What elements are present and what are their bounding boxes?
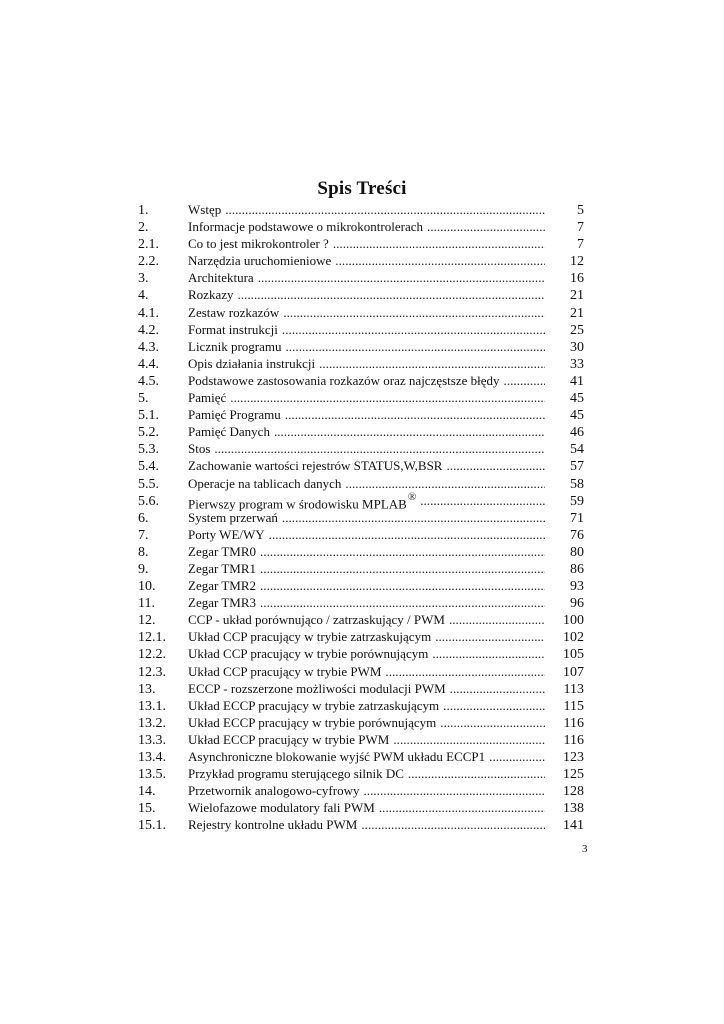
toc-entry-line [188, 731, 545, 748]
toc-entry [138, 645, 584, 662]
toc-entry-page: 141 [563, 818, 584, 834]
dot-leader [256, 543, 545, 560]
toc-entry [138, 628, 584, 645]
toc-entry-line [188, 645, 545, 662]
toc-entry [138, 748, 584, 765]
toc-entry-title-text: Rejestry kontrolne układu PWM [188, 817, 358, 833]
toc-entry-page: 7 [577, 220, 584, 236]
toc-entry-page: 107 [563, 664, 584, 680]
toc-entry-number: 1. [138, 203, 149, 218]
toc-entry-title-text: Asynchroniczne blokowanie wyjść PWM układu ECCP1 [188, 749, 486, 764]
toc-entry-page: 5 [577, 203, 584, 218]
toc-entry-title [188, 731, 389, 748]
dot-leader [282, 338, 546, 355]
toc-entry-title-text: System przerwań [188, 509, 278, 525]
toc-entry-page: 116 [563, 715, 584, 731]
toc-entry [138, 457, 584, 474]
toc-entry-title [188, 748, 485, 765]
toc-entry-title-text: Układ CCP pracujący w trybie porównującym [188, 646, 429, 662]
toc-entry-page: 93 [570, 579, 584, 595]
toc-entry-line [188, 577, 545, 594]
dot-leader [446, 680, 545, 697]
toc-entry [138, 680, 584, 697]
toc-entry-number: 5. [138, 391, 149, 407]
toc-entry-page: 57 [570, 459, 584, 475]
toc-entry-title-text: Stos [188, 441, 211, 457]
toc-entry-line [188, 338, 545, 355]
toc-entry-number: 2.1. [138, 237, 159, 253]
toc-entry-title-text: Układ CCP pracujący w trybie zatrzaskującym [188, 629, 432, 645]
toc-entry [138, 714, 584, 731]
toc-entry-title-text: Porty WE/WY [188, 526, 265, 542]
toc-entry-title [188, 201, 221, 218]
dot-leader [485, 748, 545, 765]
toc-entry-number: 4.2. [138, 322, 159, 338]
toc-entry [138, 475, 584, 492]
toc-entry-number: 2.2. [138, 254, 159, 270]
toc-entry-title [188, 628, 431, 645]
toc-entry-line [188, 269, 545, 286]
toc-entry-title-text: Układ ECCP pracujący w trybie PWM [188, 731, 390, 747]
toc-entry-title [188, 252, 331, 269]
toc-entry-number: 5.5. [138, 476, 159, 492]
toc-entry-title [188, 526, 265, 543]
dot-leader [281, 406, 545, 423]
toc-entry [138, 355, 584, 372]
toc-entry-title [188, 406, 281, 423]
dot-leader [341, 475, 545, 492]
toc-entry-number: 5.6. [138, 493, 159, 509]
toc-entry-title-text: Układ CCP pracujący w trybie PWM [188, 663, 382, 679]
toc-entry-title-text: ECCP - rozszerzone możliwości modulacji PWM [188, 680, 446, 696]
dot-leader [445, 611, 545, 628]
toc-entry [138, 218, 584, 235]
toc-entry [138, 201, 584, 218]
toc-entry-page: 41 [570, 373, 584, 389]
toc-entry-number: 2. [138, 220, 149, 236]
toc-entry-title-text: Przetwornik analogowo-cyfrowy [188, 783, 360, 799]
dot-leader [423, 218, 545, 235]
toc-entry-title [188, 235, 329, 252]
toc-entry-number: 13. [138, 681, 156, 697]
toc-entry [138, 406, 584, 423]
toc-entry [138, 321, 584, 338]
toc-entry-line [188, 594, 545, 611]
toc-entry-page: 45 [570, 408, 584, 424]
dot-leader [428, 645, 545, 662]
toc-entry [138, 526, 584, 543]
toc-entry [138, 269, 584, 286]
dot-leader [436, 714, 545, 731]
registered-trademark-symbol: ® [407, 491, 417, 503]
toc-entry [138, 594, 584, 611]
toc-entry-title-text: CCP - układ porównująco / zatrzaskujący / PWM [188, 612, 445, 628]
toc-entry-number: 15.1. [138, 818, 166, 834]
toc-entry-line [188, 355, 545, 372]
toc-entry [138, 765, 584, 782]
dot-leader [256, 594, 545, 611]
toc-entry [138, 611, 584, 628]
toc-entry [138, 304, 584, 321]
toc-entry-line [188, 628, 545, 645]
toc-entry-page: 71 [570, 510, 584, 526]
toc-entry-page: 102 [563, 630, 584, 646]
toc-entry-number: 12.1. [138, 630, 166, 646]
toc-entry-page: 86 [570, 561, 584, 577]
toc-entry-title-text: Podstawowe zastosowania rozkazów oraz najczęstsze błędy [188, 372, 500, 388]
toc-entry-number: 11. [138, 596, 155, 612]
toc-entry-page: 21 [570, 288, 584, 304]
toc-entry-title-text: Wstęp [188, 202, 222, 217]
toc-entry-number: 4. [138, 288, 149, 304]
dot-leader [389, 731, 545, 748]
dot-leader [500, 372, 545, 389]
toc-entry-title-text: Narzędzia uruchomieniowe [188, 253, 332, 269]
toc-entry-number: 5.1. [138, 408, 159, 424]
toc-entry-title [188, 389, 226, 406]
toc-entry [138, 389, 584, 406]
toc-entry-title [188, 269, 254, 286]
dot-leader [442, 457, 545, 474]
toc-entry-title-text: Format instrukcji [188, 321, 278, 337]
toc-entry [138, 816, 584, 833]
toc-entry [138, 286, 584, 303]
table-of-contents [138, 201, 584, 833]
dot-leader [233, 286, 545, 303]
toc-entry-title-text: Zegar TMR1 [188, 560, 256, 576]
toc-entry-title-text: Architektura [188, 270, 254, 286]
dot-leader [270, 423, 545, 440]
toc-entry-line [188, 475, 545, 492]
toc-entry-page: 7 [577, 237, 584, 253]
toc-entry-number: 13.5. [138, 767, 166, 783]
toc-entry-title [188, 816, 357, 833]
toc-entry-line [188, 457, 545, 474]
toc-entry-page: 30 [570, 339, 584, 355]
toc-entry-title-text: Zestaw rozkazów [188, 304, 280, 320]
toc-entry-page: 59 [570, 493, 584, 509]
toc-entry-page: 33 [570, 356, 584, 372]
toc-entry-line [188, 765, 545, 782]
dot-leader [226, 389, 545, 406]
toc-entry-number: 14. [138, 784, 156, 800]
toc-entry-line [188, 509, 545, 526]
toc-entry-page: 80 [570, 544, 584, 560]
dot-leader [254, 269, 545, 286]
toc-entry [138, 235, 584, 252]
toc-entry-number: 4.1. [138, 305, 159, 321]
dot-leader [221, 201, 545, 218]
toc-entry-line [188, 218, 545, 235]
toc-entry-number: 4.3. [138, 339, 159, 355]
dot-leader [329, 235, 545, 252]
toc-entry-title-text: Zegar TMR0 [188, 543, 256, 559]
toc-entry-title [188, 338, 282, 355]
toc-entry-title-text: Co to jest mikrokontroler ? [188, 236, 329, 252]
toc-entry-line [188, 252, 545, 269]
toc-entry-title-text: Opis działania instrukcji [188, 355, 316, 371]
toc-entry-title [188, 594, 256, 611]
toc-entry-line [188, 748, 545, 765]
dot-leader [279, 304, 545, 321]
toc-entry-number: 12.2. [138, 647, 166, 663]
toc-entry-title-text: Pamięć Programu [188, 407, 281, 423]
dot-leader [265, 526, 545, 543]
toc-entry-page: 138 [563, 801, 584, 817]
toc-entry-title [188, 645, 428, 662]
toc-entry-number: 4.4. [138, 356, 159, 372]
toc-entry-page: 25 [570, 322, 584, 338]
toc-entry-title [188, 799, 375, 816]
dot-leader [256, 560, 545, 577]
toc-entry-title [188, 714, 436, 731]
toc-entry-number: 7. [138, 527, 149, 543]
toc-entry-page: 12 [570, 254, 584, 270]
toc-entry-title-text: Rozkazy [188, 287, 234, 303]
toc-entry-page: 21 [570, 305, 584, 321]
toc-entry-number: 13.2. [138, 715, 166, 731]
toc-entry [138, 560, 584, 577]
toc-entry-page: 96 [570, 596, 584, 612]
toc-entry-line [188, 526, 545, 543]
dot-leader [381, 663, 545, 680]
dot-leader [431, 628, 545, 645]
toc-entry [138, 372, 584, 389]
toc-entry-title-text: Licznik programu [188, 338, 282, 354]
dot-leader [278, 321, 545, 338]
toc-entry-title [188, 423, 270, 440]
toc-entry [138, 799, 584, 816]
toc-entry-title [188, 372, 500, 389]
toc-entry-number: 15. [138, 801, 156, 817]
toc-entry-number: 3. [138, 271, 149, 287]
toc-entry-page: 76 [570, 527, 584, 543]
dot-leader [359, 782, 545, 799]
toc-entry-page: 125 [563, 767, 584, 783]
toc-entry-line [188, 816, 545, 833]
toc-entry-title-text: Układ ECCP pracujący w trybie zatrzaskującym [188, 697, 440, 713]
toc-entry-page: 116 [563, 732, 584, 748]
toc-entry-page: 45 [570, 391, 584, 407]
toc-entry [138, 731, 584, 748]
toc-entry-page: 58 [570, 476, 584, 492]
toc-entry-line [188, 304, 545, 321]
toc-entry-title [188, 457, 442, 474]
toc-entry-line [188, 235, 545, 252]
toc-entry-page: 123 [563, 750, 584, 765]
toc-entry-line [188, 286, 545, 303]
toc-entry-title [188, 577, 256, 594]
toc-entry [138, 663, 584, 680]
toc-entry-title-text: Wielofazowe modulatory fali PWM [188, 800, 375, 816]
dot-leader [404, 765, 545, 782]
toc-entry-title [188, 765, 404, 782]
toc-entry-title [188, 475, 341, 492]
page-title: Spis Treści [317, 178, 407, 199]
toc-entry [138, 252, 584, 269]
toc-entry-line [188, 423, 545, 440]
toc-entry-title [188, 560, 256, 577]
toc-entry-line [188, 697, 545, 714]
page-number: 3 [582, 843, 588, 855]
toc-entry-title [188, 611, 445, 628]
toc-entry-line [188, 714, 545, 731]
toc-entry-title-text: Informacje podstawowe o mikrokontrolerach [188, 219, 424, 235]
toc-entry [138, 509, 584, 526]
toc-entry-title [188, 286, 233, 303]
toc-entry-title-text: Zachowanie wartości rejestrów STATUS,W,BSR [188, 458, 443, 474]
toc-entry-number: 13.4. [138, 750, 166, 765]
toc-entry-page: 46 [570, 425, 584, 441]
toc-entry-title [188, 543, 256, 560]
toc-entry-title [188, 440, 210, 457]
toc-entry-page: 128 [563, 784, 584, 800]
toc-entry-line [188, 611, 545, 628]
toc-entry-number: 6. [138, 510, 149, 526]
toc-entry-number: 10. [138, 579, 156, 595]
toc-entry-line [188, 389, 545, 406]
toc-entry-title [188, 782, 359, 799]
toc-entry [138, 697, 584, 714]
toc-entry [138, 577, 584, 594]
toc-entry [138, 543, 584, 560]
toc-entry-title [188, 509, 278, 526]
toc-entry [138, 782, 584, 799]
toc-entry [138, 423, 584, 440]
toc-entry-number: 5.4. [138, 459, 159, 475]
toc-entry-line [188, 663, 545, 680]
toc-entry-page: 113 [563, 681, 584, 697]
toc-entry-title-text: Zegar TMR3 [188, 595, 256, 611]
toc-entry-page: 105 [563, 647, 584, 663]
toc-entry-line [188, 799, 545, 816]
toc-entry-line [188, 201, 545, 218]
toc-entry-number: 5.3. [138, 442, 159, 458]
dot-leader [315, 355, 545, 372]
toc-entry-line [188, 372, 545, 389]
dot-leader [210, 440, 545, 457]
toc-entry-number: 12.3. [138, 664, 166, 680]
toc-entry-number: 5.2. [138, 425, 159, 441]
toc-entry-line [188, 782, 545, 799]
toc-entry-title-text: Zegar TMR2 [188, 578, 256, 594]
toc-entry [138, 338, 584, 355]
toc-entry-number: 12. [138, 613, 156, 629]
toc-entry-number: 4.5. [138, 373, 159, 389]
toc-entry [138, 492, 584, 509]
dot-leader [331, 252, 545, 269]
toc-entry [138, 440, 584, 457]
dot-leader [375, 799, 545, 816]
toc-entry-number: 13.1. [138, 698, 166, 714]
toc-entry-page: 16 [570, 271, 584, 287]
toc-entry-line [188, 321, 545, 338]
toc-entry-title [188, 663, 381, 680]
toc-entry-number: 8. [138, 544, 149, 560]
toc-entry-title-text: Pamięć [188, 390, 227, 406]
toc-entry-title-text: Operacje na tablicach danych [188, 475, 342, 491]
toc-entry-title [188, 218, 423, 235]
toc-entry-title [188, 355, 315, 372]
toc-entry-title-text: Przykład programu sterującego silnik DC [188, 766, 404, 782]
toc-entry-title-text: Pamięć Danych [188, 424, 270, 440]
toc-entry-page: 54 [570, 442, 584, 458]
toc-entry-page: 100 [563, 613, 584, 629]
toc-entry-line [188, 543, 545, 560]
toc-entry-line [188, 406, 545, 423]
toc-entry-line [188, 560, 545, 577]
toc-entry-title [188, 321, 278, 338]
toc-entry-page: 115 [563, 698, 584, 714]
dot-leader [256, 577, 545, 594]
toc-entry-title [188, 697, 439, 714]
dot-leader [278, 509, 545, 526]
toc-entry-line [188, 440, 545, 457]
toc-entry-title [188, 680, 446, 697]
toc-entry-number: 13.3. [138, 732, 166, 748]
toc-entry-title [188, 304, 279, 321]
toc-entry-title-text: Układ ECCP pracujący w trybie porównującym [188, 714, 437, 730]
dot-leader [439, 697, 545, 714]
toc-entry-number: 9. [138, 561, 149, 577]
toc-entry-line [188, 680, 545, 697]
dot-leader [357, 816, 545, 833]
toc-entry-title-text: Pierwszy program w środowisku MPLAB [188, 495, 407, 511]
